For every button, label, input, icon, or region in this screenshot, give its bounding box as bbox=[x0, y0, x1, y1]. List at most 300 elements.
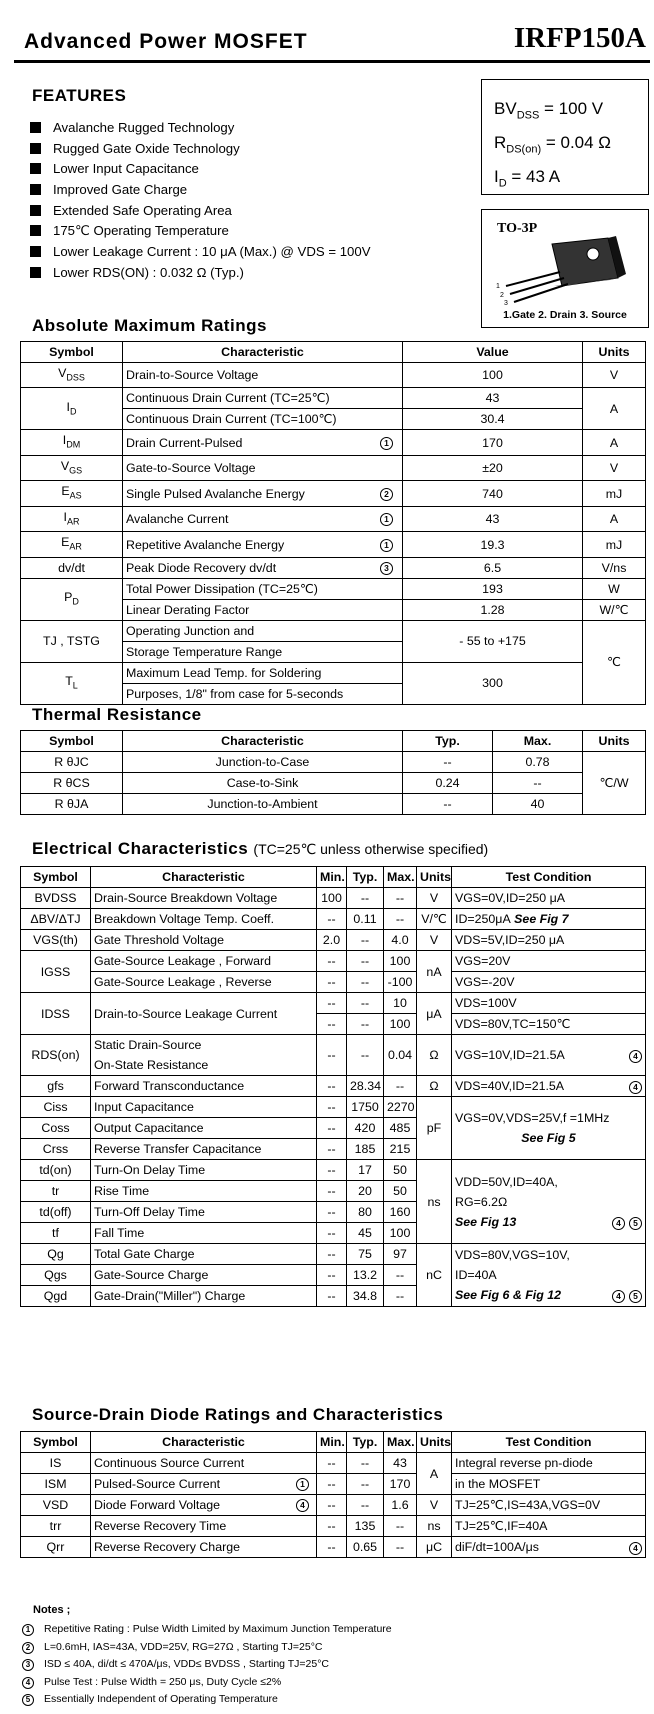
test-condition-value: TJ=25℃,IF=40A bbox=[455, 1519, 548, 1533]
note-text: L=0.6mH, IAS=43A, VDD=25V, RG=27Ω , Starting TJ=25°C bbox=[44, 1640, 323, 1653]
typ-cell: -- bbox=[347, 1014, 384, 1035]
note-item bbox=[22, 1656, 392, 1674]
test-condition-value: VDS=40V,ID=21.5A bbox=[455, 1079, 565, 1093]
package-pin-caption: 1.Gate 2. Drain 3. Source bbox=[503, 309, 627, 321]
features-list bbox=[30, 118, 371, 284]
footnote-ref-5: 5 bbox=[629, 1290, 642, 1303]
table-row bbox=[21, 1097, 646, 1118]
max-cell: 215 bbox=[384, 1139, 417, 1160]
typ-cell: -- bbox=[347, 993, 384, 1014]
table-row bbox=[21, 752, 646, 773]
footnote-ref-2: 2 bbox=[380, 488, 393, 501]
column-header: Min. bbox=[317, 867, 347, 888]
value-cell: 6.5 bbox=[403, 557, 583, 578]
value-cell: ±20 bbox=[403, 455, 583, 480]
characteristic-text: Total Power Dissipation (TC=25℃) bbox=[126, 581, 318, 596]
characteristic-cell bbox=[123, 363, 403, 388]
test-condition-cell bbox=[452, 951, 646, 972]
characteristic-cell bbox=[91, 1244, 317, 1265]
column-header: Symbol bbox=[21, 342, 123, 363]
footnote-refs bbox=[608, 1285, 642, 1305]
pin-label: 2 bbox=[500, 292, 504, 299]
part-number: IRFP150A bbox=[513, 22, 646, 54]
column-header: Max. bbox=[493, 731, 583, 752]
symbol-cell: ΔBV/ΔTJ bbox=[21, 909, 91, 930]
characteristic-cell bbox=[123, 578, 403, 599]
symbol-cell: BVDSS bbox=[21, 888, 91, 909]
symbol-subscript: D bbox=[69, 406, 77, 417]
characteristic-text: Operating Junction and bbox=[126, 623, 255, 638]
test-condition-text bbox=[455, 951, 642, 971]
test-condition-text-2: RG=6.2Ω bbox=[455, 1194, 508, 1209]
symbol-text: E bbox=[61, 535, 70, 550]
characteristic-text: Gate-Source Leakage , Forward bbox=[94, 954, 272, 968]
test-condition-text bbox=[455, 972, 642, 992]
feature-item bbox=[30, 221, 371, 242]
characteristic-text: Turn-On Delay Time bbox=[94, 1163, 206, 1177]
symbol-text: V bbox=[60, 458, 70, 473]
symbol-cell: td(off) bbox=[21, 1202, 91, 1223]
characteristic-cell bbox=[123, 430, 403, 455]
min-cell: 100 bbox=[317, 888, 347, 909]
table-row bbox=[21, 773, 646, 794]
characteristic-cell bbox=[123, 532, 403, 557]
characteristic-text: Single Pulsed Avalanche Energy bbox=[126, 486, 305, 501]
unit-cell: V bbox=[417, 1495, 452, 1516]
test-condition-text bbox=[455, 1045, 642, 1065]
test-condition-text bbox=[455, 993, 642, 1013]
unit-cell: pF bbox=[417, 1097, 452, 1160]
table-row bbox=[21, 993, 646, 1014]
footnote-ref-4: 4 bbox=[296, 1499, 309, 1512]
characteristic-cell bbox=[91, 1202, 317, 1223]
typ-cell: 135 bbox=[347, 1516, 384, 1537]
characteristic-text: Gate-to-Source Voltage bbox=[126, 461, 256, 476]
test-condition-text bbox=[455, 1014, 642, 1034]
characteristic-cell bbox=[123, 481, 403, 506]
symbol-subscript: DSS bbox=[66, 372, 85, 383]
typ-cell: 420 bbox=[347, 1118, 384, 1139]
unit-cell: μA bbox=[417, 993, 452, 1035]
table-row bbox=[21, 1495, 646, 1516]
test-condition-cell bbox=[452, 1474, 646, 1495]
spec-symbol: R bbox=[494, 133, 507, 152]
diode-table bbox=[20, 1431, 646, 1558]
package-title: TO-3P bbox=[497, 221, 538, 236]
footnote-ref-2: 2 bbox=[22, 1642, 34, 1654]
table-row bbox=[21, 1453, 646, 1474]
min-cell: -- bbox=[317, 993, 347, 1014]
table-row bbox=[21, 578, 646, 599]
min-cell: -- bbox=[317, 1014, 347, 1035]
notes-title: Notes ; bbox=[33, 1604, 71, 1616]
unit-cell: mJ bbox=[583, 481, 646, 506]
notes-list bbox=[22, 1621, 392, 1709]
characteristic-cell bbox=[91, 1495, 317, 1516]
feature-item bbox=[30, 242, 371, 263]
table-row bbox=[21, 363, 646, 388]
bullet-square-icon bbox=[30, 163, 41, 174]
characteristic-cell bbox=[91, 1160, 317, 1181]
table-row bbox=[21, 1474, 646, 1495]
column-header: Max. bbox=[384, 1432, 417, 1453]
characteristic-cell bbox=[91, 1076, 317, 1097]
test-condition-value: ID=250μA bbox=[455, 912, 511, 926]
symbol-cell: Coss bbox=[21, 1118, 91, 1139]
symbol-cell: Qg bbox=[21, 1244, 91, 1265]
characteristic-text: Gate-Source Charge bbox=[94, 1268, 209, 1282]
max-cell: 170 bbox=[384, 1474, 417, 1495]
note-text: Essentially Independent of Operating Temperature bbox=[44, 1693, 278, 1705]
typ-cell: -- bbox=[403, 794, 493, 815]
column-header: Min. bbox=[317, 1432, 347, 1453]
package-box bbox=[481, 209, 649, 328]
figure-ref-line bbox=[455, 1128, 642, 1148]
max-cell: 50 bbox=[384, 1181, 417, 1202]
diode-title: Source-Drain Diode Ratings and Characteristics bbox=[32, 1405, 444, 1424]
unit-cell: ℃/W bbox=[583, 752, 646, 815]
feature-text: Rugged Gate Oxide Technology bbox=[53, 140, 240, 156]
typ-cell: 75 bbox=[347, 1244, 384, 1265]
typ-cell: 185 bbox=[347, 1139, 384, 1160]
characteristic-cell: Junction-to-Case bbox=[123, 752, 403, 773]
unit-cell: Ω bbox=[417, 1035, 452, 1076]
min-cell: -- bbox=[317, 1181, 347, 1202]
characteristic-text: Repetitive Avalanche Energy bbox=[126, 537, 285, 552]
table-row bbox=[21, 909, 646, 930]
feature-text: Lower RDS(ON) : 0.032 Ω (Typ.) bbox=[53, 264, 244, 280]
elec-subtitle: (TC=25℃ unless otherwise specified) bbox=[253, 841, 489, 857]
symbol-subscript: AS bbox=[69, 490, 82, 501]
feature-item bbox=[30, 201, 371, 222]
max-cell: 97 bbox=[384, 1244, 417, 1265]
min-cell: -- bbox=[317, 972, 347, 993]
characteristic-cell bbox=[91, 1035, 317, 1076]
note-item bbox=[22, 1674, 392, 1692]
symbol-cell: R θJC bbox=[21, 752, 123, 773]
figure-ref: See Fig 5 bbox=[521, 1131, 576, 1145]
note-text: Pulse Test : Pulse Width = 250 μs, Duty Cycle ≤2% bbox=[44, 1675, 282, 1688]
spec-symbol: BV bbox=[494, 99, 517, 118]
symbol-text: I bbox=[66, 399, 70, 414]
min-cell: -- bbox=[317, 1474, 347, 1495]
test-condition-cell bbox=[452, 1516, 646, 1537]
max-cell: -- bbox=[384, 1076, 417, 1097]
unit-cell: A bbox=[417, 1453, 452, 1495]
characteristic-text: Storage Temperature Range bbox=[126, 644, 283, 659]
min-cell: -- bbox=[317, 1537, 347, 1558]
characteristic-cell bbox=[123, 599, 403, 620]
characteristic-text: Reverse Recovery Time bbox=[94, 1519, 227, 1533]
note-item bbox=[22, 1639, 392, 1657]
document-title: Advanced Power MOSFET bbox=[24, 30, 308, 53]
unit-cell: ns bbox=[417, 1160, 452, 1244]
unit-cell: ℃ bbox=[583, 620, 646, 704]
characteristic-text: Fall Time bbox=[94, 1226, 145, 1240]
characteristic-cell bbox=[123, 641, 403, 662]
characteristic-cell bbox=[123, 455, 403, 480]
column-header: Symbol bbox=[21, 867, 91, 888]
characteristic-text: Continuous Drain Current (TC=100℃) bbox=[126, 412, 337, 427]
test-condition-cell bbox=[452, 1537, 646, 1558]
unit-cell: mJ bbox=[583, 532, 646, 557]
typ-cell: -- bbox=[347, 1453, 384, 1474]
max-cell: -- bbox=[384, 1286, 417, 1307]
spec-symbol: I bbox=[494, 167, 499, 186]
feature-text: Extended Safe Operating Area bbox=[53, 202, 232, 218]
figure-ref: See Fig 13 bbox=[455, 1214, 517, 1229]
max-cell: 100 bbox=[384, 1223, 417, 1244]
test-condition-value: VGS=0V,ID=250 μA bbox=[455, 891, 566, 905]
header-row bbox=[21, 867, 646, 888]
symbol-cell: IDSS bbox=[21, 993, 91, 1035]
characteristic-cell bbox=[123, 620, 403, 641]
characteristic-text: Gate-Drain("Miller") Charge bbox=[94, 1289, 246, 1303]
symbol-text: I bbox=[63, 509, 67, 524]
test-condition-cell bbox=[452, 1453, 646, 1474]
characteristic-cell bbox=[91, 1516, 317, 1537]
table-row bbox=[21, 930, 646, 951]
feature-item bbox=[30, 159, 371, 180]
max-cell: -- bbox=[384, 888, 417, 909]
symbol-cell bbox=[21, 578, 123, 620]
characteristic-text: Reverse Recovery Charge bbox=[94, 1540, 240, 1554]
test-condition-cell bbox=[452, 1495, 646, 1516]
spec-subscript: D bbox=[498, 177, 507, 190]
table-row bbox=[21, 951, 646, 972]
min-cell: -- bbox=[317, 1516, 347, 1537]
test-condition-value: VGS=-20V bbox=[455, 975, 515, 989]
characteristic-cell bbox=[91, 951, 317, 972]
column-header: Units bbox=[417, 867, 452, 888]
footnote-ref-3: 3 bbox=[22, 1659, 34, 1671]
symbol-cell: RDS(on) bbox=[21, 1035, 91, 1076]
unit-cell: A bbox=[583, 388, 646, 430]
typ-cell: -- bbox=[347, 1474, 384, 1495]
max-cell: 40 bbox=[493, 794, 583, 815]
characteristic-text: Avalanche Current bbox=[126, 512, 229, 527]
characteristic-cell bbox=[91, 1474, 317, 1495]
table-row bbox=[21, 557, 646, 578]
test-condition-text bbox=[455, 909, 642, 929]
characteristic-cell bbox=[91, 1453, 317, 1474]
key-specs-box bbox=[481, 79, 649, 195]
test-condition-value: in the MOSFET bbox=[455, 1477, 541, 1491]
feature-text: Lower Input Capacitance bbox=[53, 161, 199, 177]
footnote-ref-1: 1 bbox=[380, 539, 393, 552]
table-row bbox=[21, 388, 646, 409]
characteristic-text: Forward Transconductance bbox=[94, 1079, 245, 1093]
test-condition-value: diF/dt=100A/μs bbox=[455, 1540, 539, 1554]
test-condition-cell bbox=[452, 1035, 646, 1076]
spec-subscript: DSS bbox=[516, 109, 540, 122]
characteristic-text: Drain-to-Source Leakage Current bbox=[94, 1006, 278, 1021]
table-row bbox=[21, 972, 646, 993]
unit-cell: nA bbox=[417, 951, 452, 993]
table-row bbox=[21, 1076, 646, 1097]
column-header: Characteristic bbox=[91, 1432, 317, 1453]
table-row bbox=[21, 506, 646, 531]
symbol-cell: tf bbox=[21, 1223, 91, 1244]
min-cell: -- bbox=[317, 1035, 347, 1076]
figure-ref: See Fig 7 bbox=[510, 912, 569, 926]
value-cell: 43 bbox=[403, 388, 583, 409]
value-cell: - 55 to +175 bbox=[403, 620, 583, 662]
bullet-square-icon bbox=[30, 184, 41, 195]
max-cell: 2270 bbox=[384, 1097, 417, 1118]
footnote-ref-4: 4 bbox=[629, 1542, 642, 1555]
min-cell: -- bbox=[317, 1202, 347, 1223]
symbol-text: dv/dt bbox=[58, 560, 85, 575]
test-condition-cell bbox=[452, 993, 646, 1014]
typ-cell: 20 bbox=[347, 1181, 384, 1202]
characteristic-cell bbox=[123, 557, 403, 578]
symbol-text: TJ , TSTG bbox=[43, 634, 100, 649]
features-title: FEATURES bbox=[32, 86, 127, 105]
bullet-square-icon bbox=[30, 205, 41, 216]
footnote-ref-4: 4 bbox=[22, 1677, 34, 1689]
characteristic-cell bbox=[91, 1097, 317, 1118]
characteristic-cell: Case-to-Sink bbox=[123, 773, 403, 794]
column-header: Symbol bbox=[21, 731, 123, 752]
symbol-cell bbox=[21, 481, 123, 506]
spec-line bbox=[494, 92, 648, 126]
unit-cell: A bbox=[583, 506, 646, 531]
min-cell: 2.0 bbox=[317, 930, 347, 951]
test-condition-value: TJ=25℃,IS=43A,VGS=0V bbox=[455, 1498, 601, 1512]
figure-ref-line bbox=[455, 1212, 642, 1232]
bullet-square-icon bbox=[30, 246, 41, 257]
max-cell: 10 bbox=[384, 993, 417, 1014]
test-condition-cell bbox=[452, 909, 646, 930]
typ-cell: 0.65 bbox=[347, 1537, 384, 1558]
abs-max-table bbox=[20, 341, 646, 705]
symbol-cell bbox=[21, 455, 123, 480]
min-cell: -- bbox=[317, 1160, 347, 1181]
symbol-text: T bbox=[65, 674, 73, 689]
value-cell: 100 bbox=[403, 363, 583, 388]
typ-cell: 28.34 bbox=[347, 1076, 384, 1097]
table-row bbox=[21, 532, 646, 557]
characteristic-text: Linear Derating Factor bbox=[126, 602, 250, 617]
typ-cell: 34.8 bbox=[347, 1286, 384, 1307]
min-cell: -- bbox=[317, 1097, 347, 1118]
test-condition-text bbox=[455, 1245, 642, 1265]
unit-cell: V bbox=[417, 888, 452, 909]
test-condition-value: VGS=20V bbox=[455, 954, 511, 968]
symbol-cell: VGS(th) bbox=[21, 930, 91, 951]
typ-cell: -- bbox=[347, 972, 384, 993]
test-condition-text bbox=[455, 1108, 642, 1128]
symbol-text: P bbox=[64, 590, 73, 605]
symbol-cell: td(on) bbox=[21, 1160, 91, 1181]
characteristic-cell bbox=[123, 506, 403, 531]
test-condition-cell bbox=[452, 1160, 646, 1244]
max-cell: 160 bbox=[384, 1202, 417, 1223]
max-cell: -- bbox=[384, 1537, 417, 1558]
test-condition-cell bbox=[452, 888, 646, 909]
spec-subscript: DS(on) bbox=[506, 143, 542, 156]
test-condition-cell bbox=[452, 972, 646, 993]
min-cell: -- bbox=[317, 1223, 347, 1244]
characteristic-cell bbox=[91, 1265, 317, 1286]
table-row bbox=[21, 1160, 646, 1181]
elec-table bbox=[20, 866, 646, 1307]
table-row bbox=[21, 1537, 646, 1558]
characteristic-cell bbox=[91, 1181, 317, 1202]
footnote-refs bbox=[625, 1537, 642, 1557]
test-condition-cell bbox=[452, 1244, 646, 1307]
column-header: Characteristic bbox=[123, 731, 403, 752]
footnote-refs bbox=[625, 1045, 642, 1065]
test-condition-value: VDS=100V bbox=[455, 996, 517, 1010]
footnote-ref-3: 3 bbox=[380, 562, 393, 575]
test-condition-cell bbox=[452, 1076, 646, 1097]
symbol-text: V bbox=[58, 366, 67, 380]
feature-text: Avalanche Rugged Technology bbox=[53, 120, 235, 135]
column-header: Max. bbox=[384, 867, 417, 888]
symbol-cell: IS bbox=[21, 1453, 91, 1474]
symbol-cell bbox=[21, 430, 123, 455]
footnote-ref-1: 1 bbox=[22, 1624, 34, 1636]
max-cell: -- bbox=[384, 1265, 417, 1286]
symbol-cell bbox=[21, 363, 123, 388]
max-cell: 100 bbox=[384, 951, 417, 972]
header-rule bbox=[14, 60, 650, 63]
footnote-ref-1: 1 bbox=[380, 437, 393, 450]
footnote-ref-4: 4 bbox=[612, 1290, 625, 1303]
test-condition-value: Integral reverse pn-diode bbox=[455, 1456, 593, 1470]
characteristic-text: Output Capacitance bbox=[94, 1121, 204, 1135]
value-cell: 19.3 bbox=[403, 532, 583, 557]
feature-item bbox=[30, 118, 371, 139]
symbol-subscript: AR bbox=[69, 541, 82, 552]
typ-cell: 1750 bbox=[347, 1097, 384, 1118]
symbol-cell: Qgs bbox=[21, 1265, 91, 1286]
column-header: Symbol bbox=[21, 1432, 91, 1453]
table-row bbox=[21, 662, 646, 683]
characteristic-cell bbox=[123, 388, 403, 409]
characteristic-cell bbox=[123, 683, 403, 704]
bullet-square-icon bbox=[30, 122, 41, 133]
characteristic-cell bbox=[91, 972, 317, 993]
symbol-cell: Ciss bbox=[21, 1097, 91, 1118]
typ-cell: 80 bbox=[347, 1202, 384, 1223]
value-cell: 170 bbox=[403, 430, 583, 455]
characteristic-cell bbox=[91, 1118, 317, 1139]
table-row bbox=[21, 1516, 646, 1537]
min-cell: -- bbox=[317, 1139, 347, 1160]
typ-cell: -- bbox=[347, 888, 384, 909]
test-condition-value: VGS=10V,ID=21.5A bbox=[455, 1048, 565, 1062]
symbol-subscript: DM bbox=[66, 439, 81, 450]
symbol-cell: trr bbox=[21, 1516, 91, 1537]
to3p-package-icon bbox=[490, 234, 642, 306]
feature-text: Improved Gate Charge bbox=[53, 182, 188, 198]
bullet-square-icon bbox=[30, 225, 41, 236]
symbol-cell bbox=[21, 620, 123, 662]
characteristic-cell bbox=[91, 1223, 317, 1244]
characteristic-cell bbox=[123, 409, 403, 430]
elec-title-main: Electrical Characteristics bbox=[32, 839, 249, 858]
symbol-cell bbox=[21, 388, 123, 430]
max-cell: 43 bbox=[384, 1453, 417, 1474]
min-cell: -- bbox=[317, 1265, 347, 1286]
unit-cell: A bbox=[583, 430, 646, 455]
symbol-cell: Qgd bbox=[21, 1286, 91, 1307]
characteristic-text-2: On-State Resistance bbox=[94, 1058, 209, 1072]
characteristic-cell bbox=[91, 909, 317, 930]
